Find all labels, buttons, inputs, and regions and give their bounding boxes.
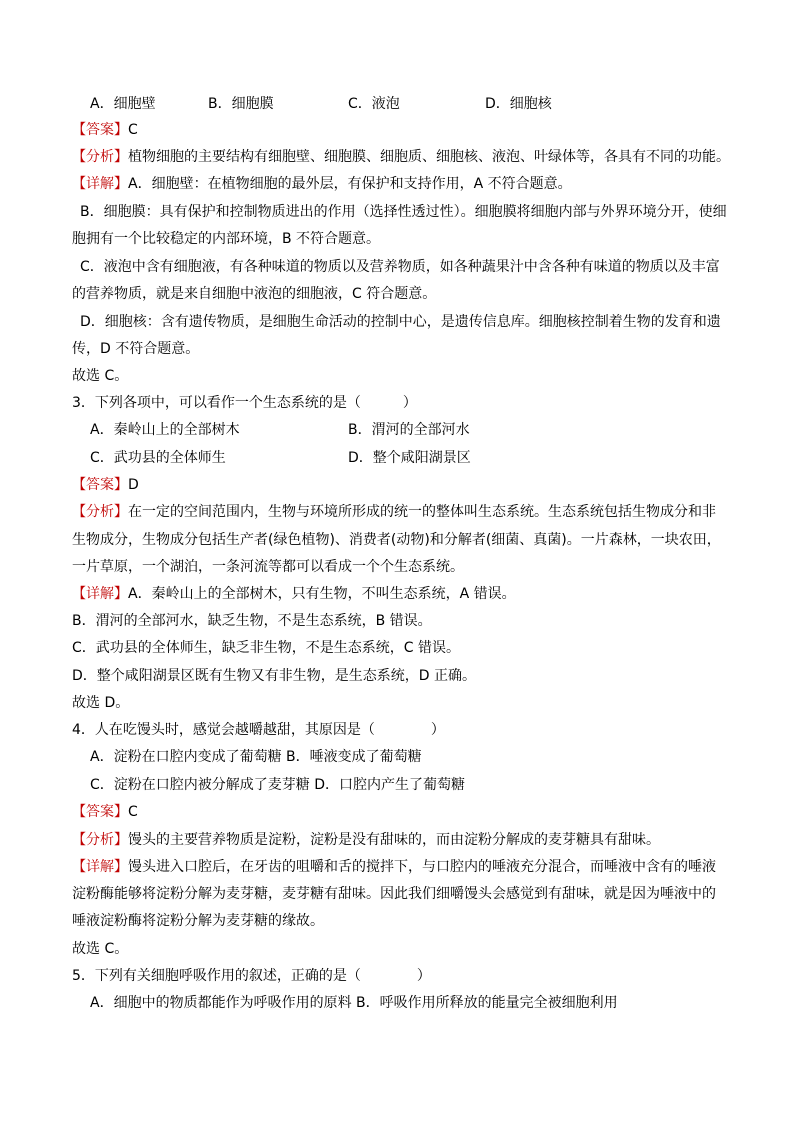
q4-options-line: C．淀粉在口腔内被分解成了麦芽糖 D．口腔内产生了葡萄糖 [90,777,466,793]
analysis-tag: 【分析】 [72,832,128,848]
q2-detail [72,174,572,194]
q3-detail [72,584,516,604]
q2-detail-line: 传，D 不符合题意。 [72,341,200,357]
analysis-text: 馒头的主要营养物质是淀粉，淀粉是没有甜味的，而由淀粉分解成的麦芽糖具有甜味。 [128,832,660,848]
detail-tag: 【详解】 [72,586,128,602]
answer-tag: 【答案】 [72,804,128,820]
detail-tag: 【详解】 [72,859,128,875]
q3-analysis-line: 生物成分，生物成分包括生产者(绿色植物)、消费者(动物)和分解者(细菌、真菌)。一片森林，一块农田， [72,532,721,548]
detail-text: A．秦岭山上的全部树木，只有生物，不叫生态系统，A 错误。 [128,586,516,602]
answer-value: C [128,122,138,138]
q2-conclusion: 故选 C。 [72,368,129,384]
q5-stem: 5．下列有关细胞呼吸作用的叙述，正确的是（ ） [72,968,431,984]
q2-detail-line: 胞拥有一个比较稳定的内部环境，B 不符合题意。 [72,231,381,247]
q3-stem: 3．下列各项中，可以看作一个生态系统的是（ ） [72,395,417,411]
q3-option-b: B．渭河的全部河水 [348,422,470,438]
answer-value: C [128,804,138,820]
q4-detail-line: 唾液淀粉酶将淀粉分解为麦芽糖的缘故。 [72,913,324,929]
answer-tag: 【答案】 [72,122,128,138]
q4-options-line: A．淀粉在口腔内变成了葡萄糖 B．唾液变成了葡萄糖 [90,749,422,765]
q4-detail-line: 淀粉酶能够将淀粉分解为麦芽糖，麦芽糖有甜味。因此我们细嚼馒头会感觉到有甜味，就是因为唾液中的 [72,886,716,902]
q2-option-d: D．细胞核 [485,96,552,112]
q3-option-d: D．整个咸阳湖景区 [348,450,471,466]
q2-detail-line: 的营养物质，就是来自细胞中液泡的细胞液，C 符合题意。 [72,286,437,302]
q2-option-a: A．细胞壁 [90,96,156,112]
q2-detail-line: D．细胞核：含有遗传物质，是细胞生命活动的控制中心，是遗传信息库。细胞核控制着生物的发育和遗 [80,314,721,330]
q4-stem: 4．人在吃馒头时，感觉会越嚼越甜，其原因是（ ） [72,722,445,738]
analysis-tag: 【分析】 [72,504,128,520]
q4-analysis [72,830,660,850]
q3-detail-line: D．整个咸阳湖景区既有生物又有非生物，是生态系统，D 正确。 [72,668,477,684]
detail-tag: 【详解】 [72,176,128,192]
q3-analysis [72,502,716,522]
q2-detail-line: B．细胞膜：具有保护和控制物质进出的作用（选择性透过性）。细胞膜将细胞内部与外界环境分开，使细 [80,204,727,220]
q5-options-line: A．细胞中的物质都能作为呼吸作用的原料 B．呼吸作用所释放的能量完全被细胞利用 [90,995,618,1011]
q2-answer [72,120,138,140]
detail-text: A．细胞壁：在植物细胞的最外层，有保护和支持作用，A 不符合题意。 [128,176,572,192]
q3-option-c: C．武功县的全体师生 [90,450,226,466]
analysis-tag: 【分析】 [72,149,128,165]
answer-tag: 【答案】 [72,477,128,493]
q3-analysis-line: 一片草原，一个湖泊，一条河流等都可以看成一个个生态系统。 [72,559,464,575]
q3-answer [72,475,139,495]
q2-analysis [72,147,730,167]
q2-option-c: C．液泡 [348,96,400,112]
q4-conclusion: 故选 C。 [72,941,129,957]
q2-detail-line: C．液泡中含有细胞液，有各种味道的物质以及营养物质，如各种蔬果汁中含各种有味道的物质以及丰富 [80,259,720,275]
q3-detail-line: B．渭河的全部河水，缺乏生物，不是生态系统，B 错误。 [72,613,432,629]
answer-value: D [128,477,139,493]
analysis-text: 在一定的空间范围内，生物与环境所形成的统一的整体叫生态系统。生态系统包括生物成分和非 [128,504,716,520]
analysis-text: 植物细胞的主要结构有细胞壁、细胞膜、细胞质、细胞核、液泡、叶绿体等，各具有不同的功能。 [128,149,730,165]
q4-detail [72,857,716,877]
q4-answer [72,802,138,822]
q2-option-b: B．细胞膜 [208,96,274,112]
q3-conclusion: 故选 D。 [72,695,130,711]
detail-text: 馒头进入口腔后，在牙齿的咀嚼和舌的搅拌下，与口腔内的唾液充分混合，而唾液中含有的唾液 [128,859,716,875]
q3-option-a: A．秦岭山上的全部树木 [90,422,240,438]
q3-detail-line: C．武功县的全体师生，缺乏非生物，不是生态系统，C 错误。 [72,640,460,656]
